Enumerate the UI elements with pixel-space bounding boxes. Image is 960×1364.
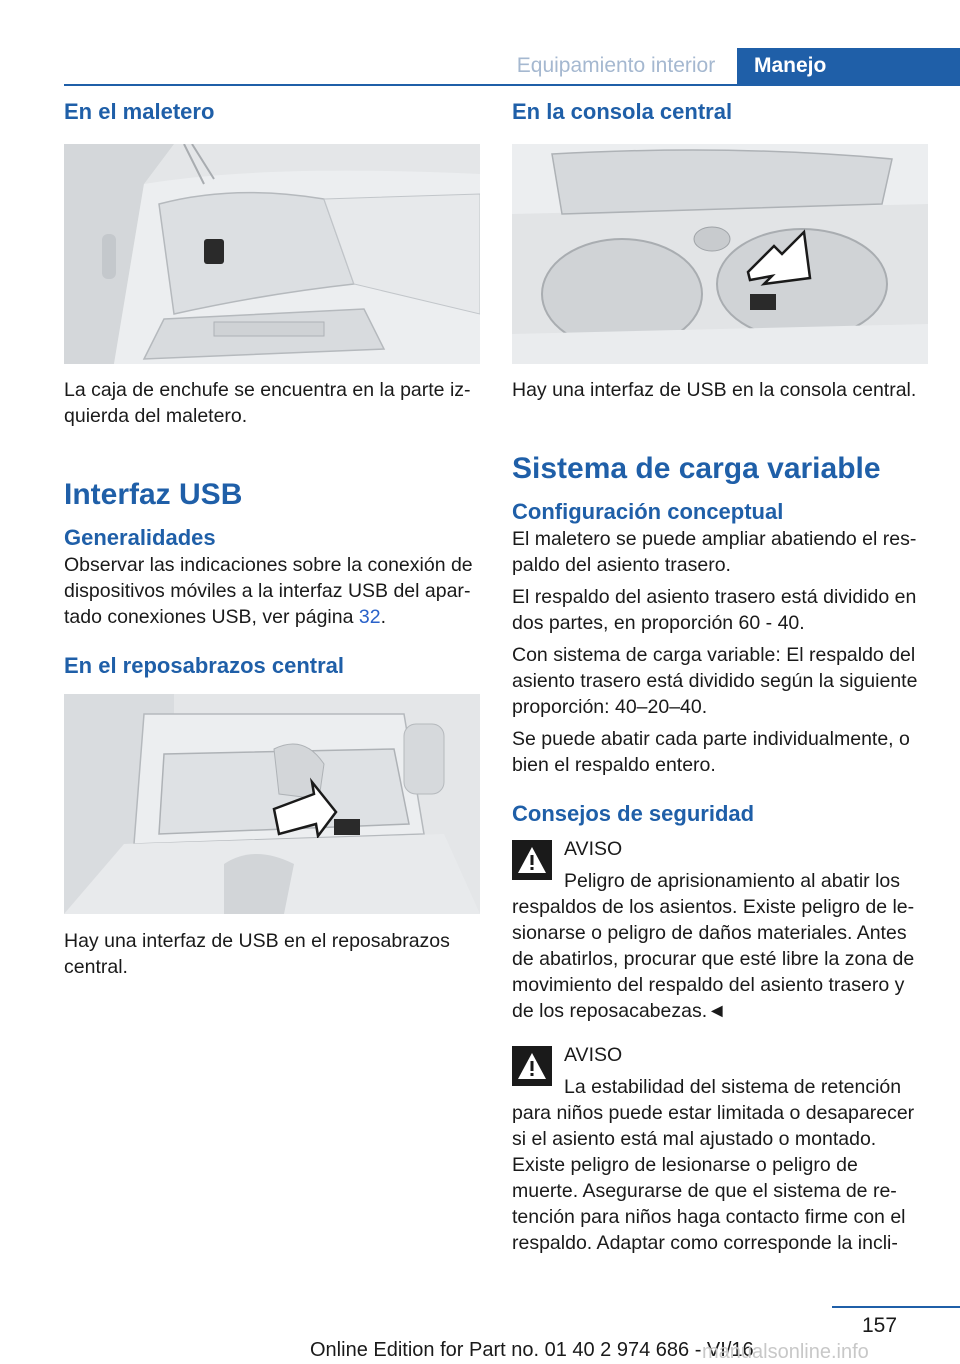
watermark: manualsonline.info	[702, 1341, 869, 1363]
left-column	[64, 98, 480, 980]
heading-armrest: En el reposabrazos central	[64, 653, 344, 678]
text-concept-4: Se puede abatir cada parte individualmente, o bien el respaldo entero.	[512, 728, 910, 776]
text-general	[64, 552, 480, 630]
page-number: 157	[862, 1314, 898, 1337]
warning-1-text-a: Peligro de aprisionamiento al abatir los	[564, 870, 901, 892]
warning-1	[512, 836, 928, 1024]
warning-1-title: AVISO	[564, 838, 623, 860]
text-concept-1: El maletero se puede ampliar abatiendo el respaldo del asiento trasero.	[512, 528, 917, 576]
text-concept-2: El respaldo del asiento trasero está dividido en dos partes, en proporción 60 - 40.	[512, 586, 917, 634]
warning-icon	[512, 1046, 552, 1086]
console-illustration	[512, 144, 928, 364]
socket-icon	[204, 239, 224, 264]
footer-rule	[832, 1306, 960, 1308]
trunk-illustration	[64, 144, 480, 364]
warning-2-text-a: La estabilidad del sistema de retención	[564, 1076, 902, 1098]
heading-general: Generalidades	[64, 525, 216, 550]
text-general-b: .	[380, 606, 386, 628]
heading-usb: Interfaz USB	[64, 478, 243, 511]
section-title: Equipamiento interior	[516, 54, 716, 77]
text-console: Hay una interfaz de USB en la consola central.	[512, 379, 917, 401]
console-photo	[512, 144, 928, 364]
warning-icon	[512, 840, 552, 880]
right-column	[512, 98, 928, 1256]
usb-port-icon	[750, 294, 776, 310]
text-concept-3: Con sistema de carga variable: El respaldo del asiento trasero está dividido según la siguiente proporción: 40–20–40.	[512, 644, 918, 718]
armrest-illustration	[64, 694, 480, 914]
warning-2-text-b: para niños puede estar limitada o desaparecer si el asiento está mal ajustado o montado. Existe peligro de lesionarse o peligro de muerte. Asegurarse de que el sistema de retención para niños haga contacto firme con el respaldo. Adaptar como corresponde la incli-	[512, 1102, 915, 1254]
heading-trunk: En el maletero	[64, 99, 215, 124]
chapter-tab: Manejo	[737, 48, 960, 84]
usb-port-icon	[334, 819, 360, 835]
armrest-photo	[64, 694, 480, 914]
text-general-a: Observar las indicaciones sobre la conexión de dispositivos móviles a la interfaz USB del apartado conexiones USB, ver página	[64, 554, 473, 628]
page-header	[0, 24, 960, 77]
page-link-32[interactable]: 32	[358, 606, 381, 628]
header-rule	[64, 84, 960, 86]
text-trunk: La caja de enchufe se encuentra en la parte izquierda del maletero.	[64, 379, 471, 427]
warning-1-text-b: respaldos de los asientos. Existe peligro de lesionarse o peligro de daños materiales. Antes de abatirlos, procurar que esté libre la zona de movimiento del respaldo del asiento trasero y de los reposacabezas.◄	[512, 896, 915, 1022]
edition-line: Online Edition for Part no. 01 40 2 974 686 - VI/16	[310, 1339, 754, 1361]
heading-safety: Consejos de seguridad	[512, 801, 755, 826]
text-armrest: Hay una interfaz de USB en el reposabrazos central.	[64, 930, 450, 978]
warning-2	[512, 1042, 928, 1256]
heading-console: En la consola central	[512, 99, 733, 124]
heading-concept: Configuración conceptual	[512, 499, 784, 524]
trunk-photo	[64, 144, 480, 364]
warning-2-title: AVISO	[564, 1044, 623, 1066]
heading-loading-system: Sistema de carga variable	[512, 452, 881, 485]
